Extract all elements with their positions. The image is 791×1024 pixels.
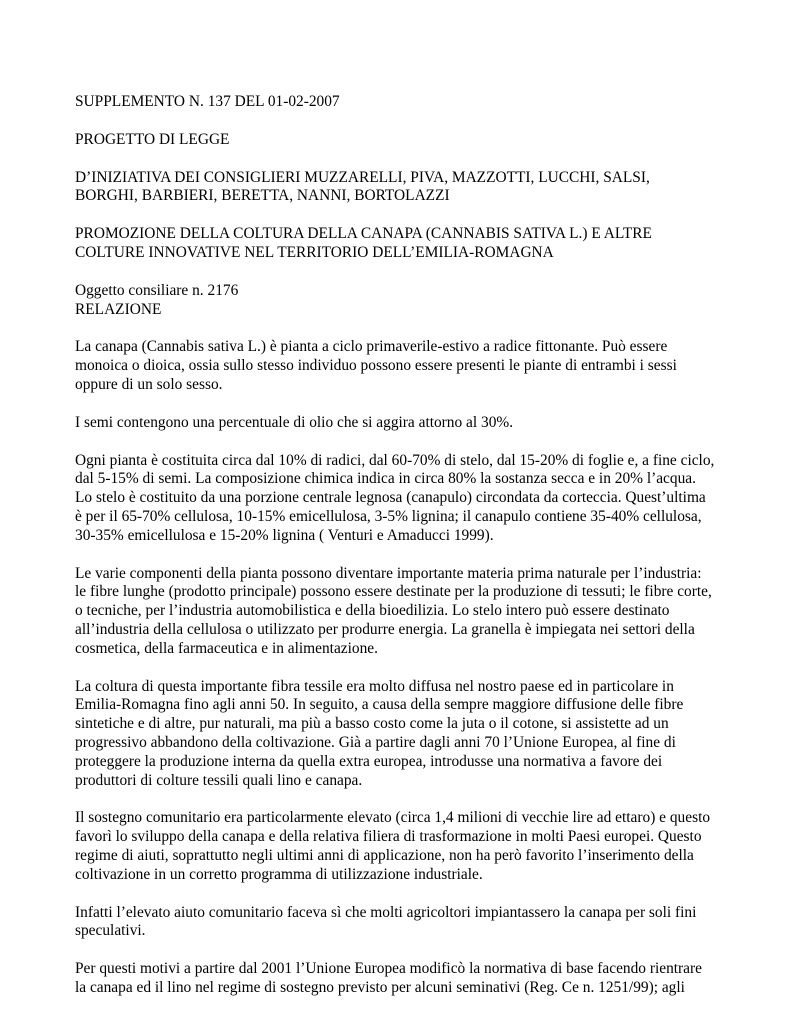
paragraph-line: monoica o dioica, ossia sullo stesso individuo possono essere presenti le piante di entrambi i sessi	[75, 357, 677, 375]
paragraph-line: coltivazione in un corretto programma di utilizzazione industriale.	[75, 865, 483, 883]
paragraph-line: Infatti l’elevato aiuto comunitario faceva sì che molti agricoltori impiantassero la canapa per soli fini	[75, 903, 697, 921]
body-paragraph	[75, 452, 715, 546]
paragraph-line: I semi contengono una percentuale di olio che si aggira attorno al 30%.	[75, 413, 514, 431]
report-heading: RELAZIONE	[75, 300, 162, 318]
paragraph-line: o tecniche, per l’industria automobilistica e della bioedilizia. Lo stelo intero può essere destinato	[75, 602, 670, 620]
paragraph-line: speculativi.	[75, 922, 146, 940]
subject-number: Oggetto consiliare n. 2176	[75, 281, 239, 299]
body-paragraph	[75, 809, 715, 884]
supplement-heading	[75, 93, 715, 112]
law-title-line: PROMOZIONE DELLA COLTURA DELLA CANAPA (CANNABIS SATIVA L.) E ALTRE	[75, 225, 652, 243]
law-title	[75, 225, 715, 263]
paragraph-line: oppure di un solo sesso.	[75, 375, 223, 393]
paragraph-line: Emilia-Romagna fino agli anni 50. In seguito, a causa della sempre maggiore diffusione delle fibre	[75, 696, 684, 714]
paragraph-line: proteggere la produzione interna da quella extra europea, introdusse una normativa a favore dei	[75, 752, 663, 770]
paragraph-line: Il sostegno comunitario era particolarmente elevato (circa 1,4 milioni di vecchie lire ad ettaro) e questo	[75, 809, 711, 827]
paragraph-line: è per il 65-70% cellulosa, 10-15% emicellulosa, 3-5% lignina; il canapulo contiene 35-40% cellulosa,	[75, 507, 702, 525]
initiative-line: D’INIZIATIVA DEI CONSIGLIERI MUZZARELLI, PIVA, MAZZOTTI, LUCCHI, SALSI,	[75, 168, 650, 186]
paragraph-line: Lo stelo è costituito da una porzione centrale legnosa (canapulo) circondata da corteccia. Quest’ultima	[75, 489, 706, 507]
subject-block	[75, 282, 715, 320]
body-paragraph	[75, 960, 715, 998]
paragraph-line: dal 5-15% di semi. La composizione chimica indica in circa 80% la sostanza secca e in 20% l’acqua.	[75, 470, 696, 488]
paragraph-line: 30-35% emicellulosa e 15-20% lignina ( Venturi e Amaducci 1999).	[75, 526, 494, 544]
body-paragraph	[75, 338, 715, 394]
body-paragraph	[75, 565, 715, 659]
paragraph-line: Per questi motivi a partire dal 2001 l’Unione Europea modificò la normativa di base facendo rientrare	[75, 960, 702, 978]
paragraph-line: La coltura di questa importante fibra tessile era molto diffusa nel nostro paese ed in particolare in	[75, 677, 674, 695]
paragraph-line: produttori di colture tessili quali lino e canapa.	[75, 771, 363, 789]
paragraph-line: progressivo abbandono della coltivazione. Già a partire dagli anni 70 l’Unione Europea, al fine di	[75, 733, 676, 751]
document-type-line: PROGETTO DI LEGGE	[75, 130, 230, 148]
paragraph-line: sintetiche e di altre, pur naturali, ma più a basso costo come la juta o il cotone, si assistette ad un	[75, 715, 669, 733]
law-title-line: COLTURE INNOVATIVE NEL TERRITORIO DELL’EMILIA-ROMAGNA	[75, 243, 554, 261]
paragraph-line: cosmetica, della farmaceutica e in alimentazione.	[75, 639, 378, 657]
initiative-block	[75, 169, 715, 207]
paragraph-line: le fibre lunghe (prodotto principale) possono essere destinate per la produzione di tessuti; le fibre corte,	[75, 583, 712, 601]
paragraph-line: Ogni pianta è costituita circa dal 10% di radici, dal 60-70% di stelo, dal 15-20% di foglie e, a fine ciclo,	[75, 451, 715, 469]
body-paragraph	[75, 904, 715, 942]
paragraph-line: favorì lo sviluppo della canapa e della relativa filiera di trasformazione in molti Paesi europei. Questo	[75, 828, 702, 846]
paragraph-line: la canapa ed il lino nel regime di sostegno previsto per alcuni seminativi (Reg. Ce n. 1251/99); agli	[75, 978, 685, 996]
paragraph-line: La canapa (Cannabis sativa L.) è pianta a ciclo primaverile-estivo a radice fittonante. Può essere	[75, 338, 668, 356]
paragraph-line: regime di aiuti, soprattutto negli ultimi anni di applicazione, non ha però favorito l’inserimento della	[75, 846, 694, 864]
supplement-line: SUPPLEMENTO N. 137 DEL 01-02-2007	[75, 93, 340, 110]
body-paragraph	[75, 414, 715, 433]
initiative-line: BORGHI, BARBIERI, BERETTA, NANNI, BORTOLAZZI	[75, 187, 450, 205]
paragraph-line: Le varie componenti della pianta possono diventare importante materia prima naturale per l’industria:	[75, 564, 702, 582]
body-paragraph	[75, 678, 715, 791]
document-type	[75, 131, 715, 150]
document-page	[75, 93, 715, 1017]
paragraph-line: all’industria della cellulosa o utilizzato per produrre energia. La granella è impiegata nei settori della	[75, 620, 695, 638]
